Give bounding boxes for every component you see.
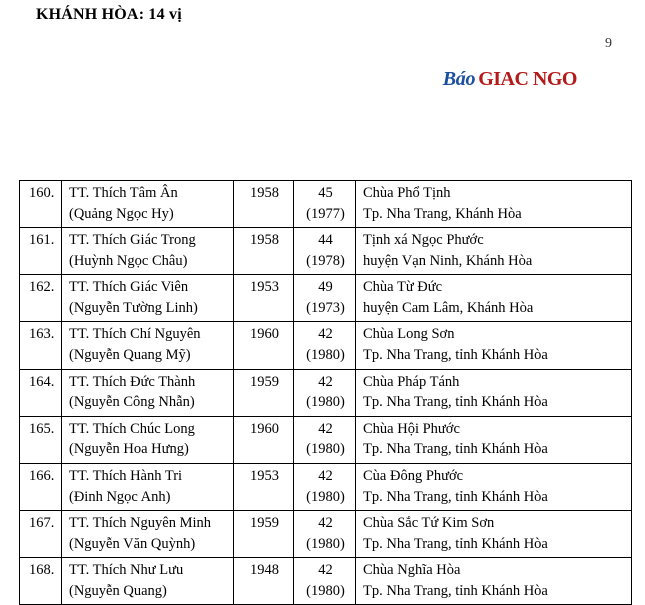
temple-name: Chùa Nghĩa Hòa xyxy=(363,562,461,579)
birth-year: 1959 xyxy=(250,515,279,532)
monk-secular-name: (Nguyễn Công Nhẫn) xyxy=(69,394,195,411)
monk-dharma-name: TT. Thích Giác Trong xyxy=(69,232,196,249)
cell-age xyxy=(294,511,356,558)
cell-place xyxy=(356,463,632,510)
monk-roster-table xyxy=(19,180,632,605)
cell-place xyxy=(356,228,632,275)
cell-age xyxy=(294,369,356,416)
cell-age xyxy=(294,275,356,322)
cell-number xyxy=(20,181,62,228)
cell-name xyxy=(62,275,234,322)
cell-year xyxy=(234,511,294,558)
temple-location: Tp. Nha Trang, tỉnh Khánh Hòa xyxy=(363,441,548,458)
temple-name: Chùa Hội Phước xyxy=(363,420,460,437)
ordination-year: (1980) xyxy=(306,488,345,505)
birth-year: 1959 xyxy=(250,373,279,390)
monk-secular-name: (Nguyễn Quang Mỹ) xyxy=(69,347,191,364)
cell-number xyxy=(20,511,62,558)
page-number: 9 xyxy=(605,36,612,51)
temple-name: Chùa Sắc Tứ Kim Sơn xyxy=(363,515,495,532)
ordination-year: (1977) xyxy=(306,205,345,222)
monk-secular-name: (Nguyễn Tường Linh) xyxy=(69,299,198,316)
cell-year xyxy=(234,181,294,228)
ordination-year: (1973) xyxy=(306,299,345,316)
monk-dharma-name: TT. Thích Như Lưu xyxy=(69,562,184,579)
page-title: KHÁNH HÒA: 14 vị xyxy=(36,6,182,23)
cell-name xyxy=(62,511,234,558)
cell-age xyxy=(294,322,356,369)
cell-name xyxy=(62,322,234,369)
table-body xyxy=(20,181,632,605)
ordination-year: (1978) xyxy=(306,252,345,269)
cell-name xyxy=(62,463,234,510)
ordination-year: (1980) xyxy=(306,347,345,364)
temple-name: Chùa Phổ Tịnh xyxy=(363,185,451,201)
birth-year: 1960 xyxy=(250,420,279,437)
temple-location: Tp. Nha Trang, tỉnh Khánh Hòa xyxy=(363,394,548,411)
table-row xyxy=(20,181,632,228)
cell-number xyxy=(20,416,62,463)
row-number: 165. xyxy=(29,420,55,437)
dharma-age: 49 xyxy=(318,279,333,296)
table-row xyxy=(20,511,632,558)
cell-number xyxy=(20,463,62,510)
cell-year xyxy=(234,369,294,416)
ordination-year: (1980) xyxy=(306,582,345,599)
cell-number xyxy=(20,228,62,275)
dharma-age: 42 xyxy=(318,420,333,437)
temple-location: huyện Vạn Ninh, Khánh Hòa xyxy=(363,252,533,269)
cell-age xyxy=(294,416,356,463)
brand-name: GIAC NGO xyxy=(478,68,577,90)
birth-year: 1948 xyxy=(250,562,279,579)
cell-year xyxy=(234,228,294,275)
monk-dharma-name: TT. Thích Hành Tri xyxy=(69,467,183,484)
temple-name: Cùa Đông Phước xyxy=(363,467,464,484)
temple-location: Tp. Nha Trang, tỉnh Khánh Hòa xyxy=(363,535,548,552)
temple-location: Tp. Nha Trang, tỉnh Khánh Hòa xyxy=(363,347,548,364)
cell-number xyxy=(20,369,62,416)
table-row xyxy=(20,369,632,416)
cell-place xyxy=(356,416,632,463)
monk-secular-name: (Nguyễn Quang) xyxy=(69,582,167,599)
cell-year xyxy=(234,275,294,322)
cell-place xyxy=(356,322,632,369)
table-row xyxy=(20,228,632,275)
monk-dharma-name: TT. Thích Tâm Ân xyxy=(69,185,178,201)
cell-age xyxy=(294,181,356,228)
temple-name: Chùa Pháp Tánh xyxy=(363,373,460,390)
ordination-year: (1980) xyxy=(306,535,345,552)
ordination-year: (1980) xyxy=(306,394,345,411)
temple-name: Chùa Long Sơn xyxy=(363,326,455,343)
cell-name xyxy=(62,228,234,275)
cell-year xyxy=(234,558,294,605)
cell-number xyxy=(20,558,62,605)
row-number: 161. xyxy=(29,232,55,249)
birth-year: 1953 xyxy=(250,467,279,484)
brand-prefix: Báo xyxy=(442,68,476,90)
row-number: 160. xyxy=(29,185,55,201)
ordination-year: (1980) xyxy=(306,441,345,458)
monk-secular-name: (Nguyễn Hoa Hưng) xyxy=(69,441,189,458)
brand-logo xyxy=(443,68,577,91)
dharma-age: 44 xyxy=(318,232,333,249)
monk-secular-name: (Nguyễn Văn Quỳnh) xyxy=(69,535,196,552)
row-number: 163. xyxy=(29,326,55,343)
monk-dharma-name: TT. Thích Chí Nguyên xyxy=(69,326,201,343)
birth-year: 1960 xyxy=(250,326,279,343)
temple-location: huyện Cam Lâm, Khánh Hòa xyxy=(363,299,534,316)
cell-name xyxy=(62,558,234,605)
row-number: 166. xyxy=(29,467,55,484)
birth-year: 1958 xyxy=(250,232,279,249)
cell-name xyxy=(62,416,234,463)
monk-dharma-name: TT. Thích Giác Viên xyxy=(69,279,189,296)
dharma-age: 42 xyxy=(318,373,333,390)
table-row xyxy=(20,275,632,322)
dharma-age: 42 xyxy=(318,562,333,579)
dharma-age: 42 xyxy=(318,326,333,343)
temple-name: Tịnh xá Ngọc Phước xyxy=(363,232,484,249)
cell-year xyxy=(234,463,294,510)
temple-location: Tp. Nha Trang, tỉnh Khánh Hòa xyxy=(363,488,548,505)
row-number: 164. xyxy=(29,373,55,390)
temple-location: Tp. Nha Trang, tỉnh Khánh Hòa xyxy=(363,582,548,599)
cell-age xyxy=(294,463,356,510)
dharma-age: 42 xyxy=(318,467,333,484)
birth-year: 1953 xyxy=(250,279,279,296)
row-number: 162. xyxy=(29,279,55,296)
table-row xyxy=(20,322,632,369)
cell-number xyxy=(20,322,62,369)
cell-name xyxy=(62,369,234,416)
row-number: 167. xyxy=(29,515,55,532)
cell-year xyxy=(234,416,294,463)
row-number: 168. xyxy=(29,562,55,579)
temple-name: Chùa Từ Đức xyxy=(363,279,443,296)
dharma-age: 42 xyxy=(318,515,333,532)
monk-dharma-name: TT. Thích Chúc Long xyxy=(69,420,195,437)
dharma-age: 45 xyxy=(318,185,333,201)
cell-place xyxy=(356,181,632,228)
cell-place xyxy=(356,369,632,416)
birth-year: 1958 xyxy=(250,185,279,201)
cell-age xyxy=(294,228,356,275)
monk-dharma-name: TT. Thích Nguyên Minh xyxy=(69,515,212,532)
cell-place xyxy=(356,558,632,605)
monk-dharma-name: TT. Thích Đức Thành xyxy=(69,373,196,390)
table-row xyxy=(20,558,632,605)
cell-name xyxy=(62,181,234,228)
monk-secular-name: (Quảng Ngọc Hy) xyxy=(69,205,174,222)
table-row xyxy=(20,463,632,510)
monk-secular-name: (Huỳnh Ngọc Châu) xyxy=(69,252,188,269)
cell-place xyxy=(356,275,632,322)
monk-secular-name: (Đinh Ngọc Anh) xyxy=(69,488,171,505)
cell-number xyxy=(20,275,62,322)
cell-year xyxy=(234,322,294,369)
temple-location: Tp. Nha Trang, Khánh Hòa xyxy=(363,205,522,222)
cell-age xyxy=(294,558,356,605)
table-row xyxy=(20,416,632,463)
cell-place xyxy=(356,511,632,558)
